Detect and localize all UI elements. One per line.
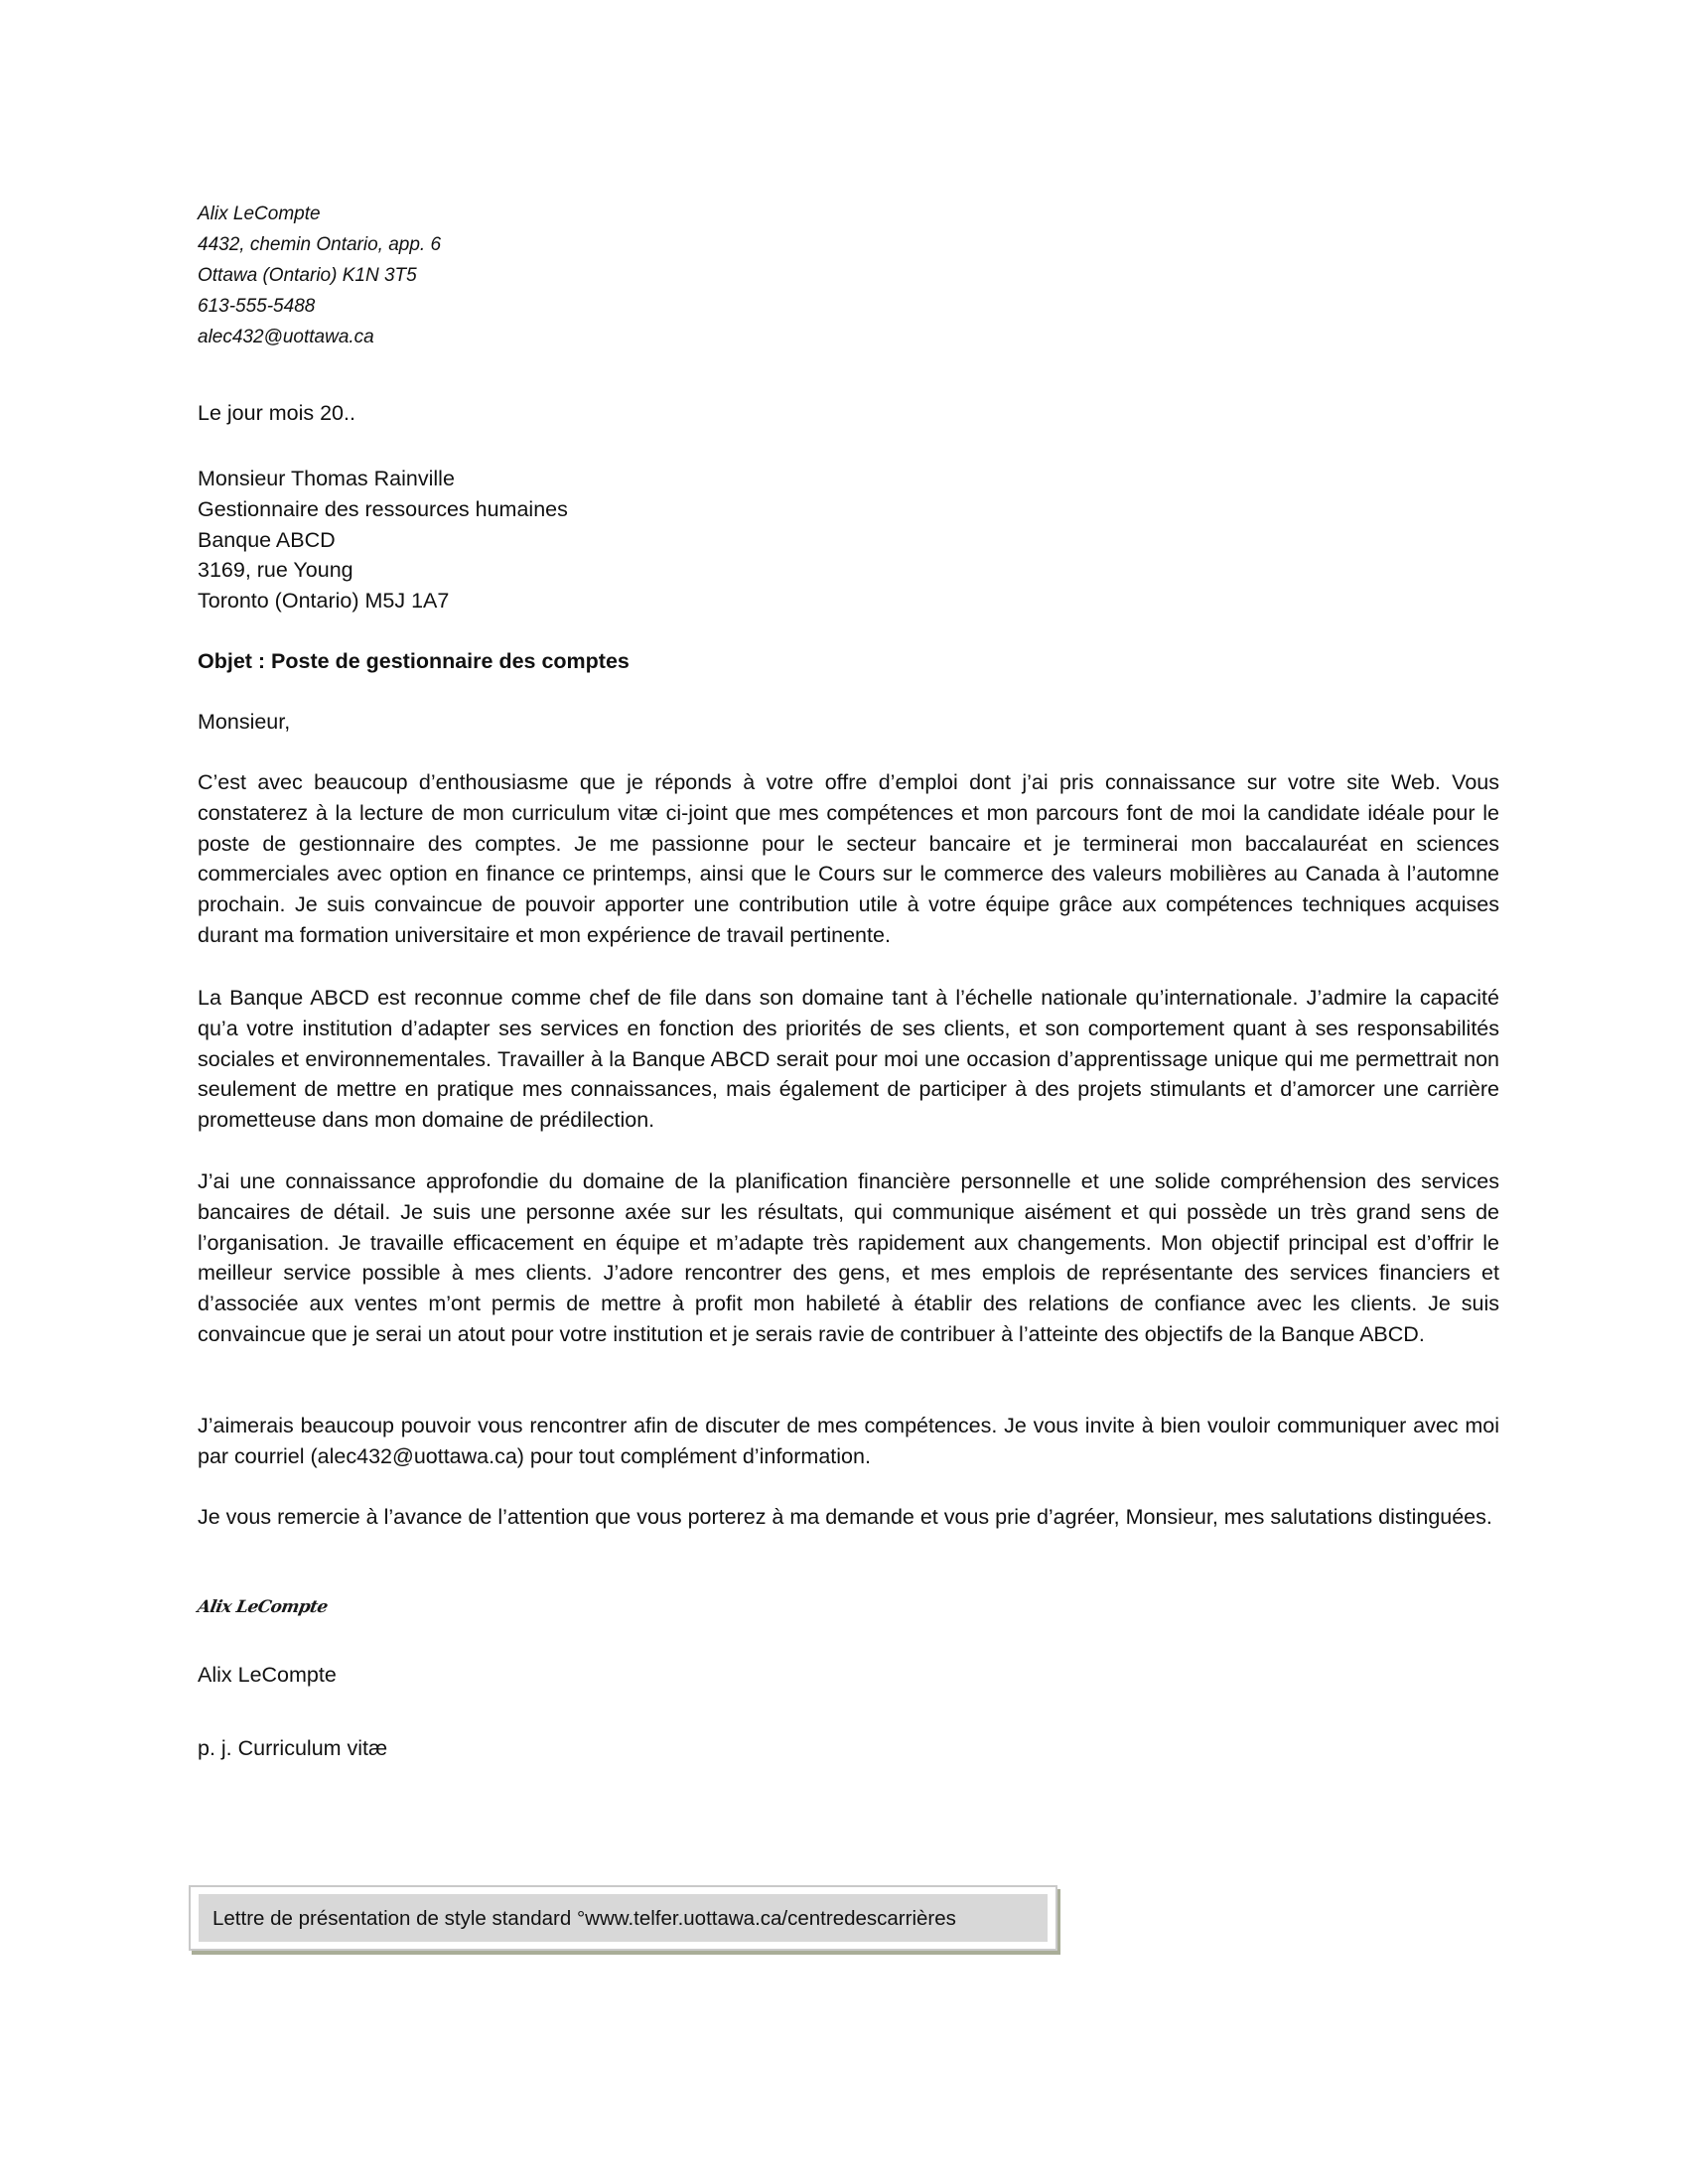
subject-line: Objet : Poste de gestionnaire des comptes bbox=[198, 649, 630, 673]
footer-caption-panel bbox=[199, 1894, 1048, 1942]
body-paragraph-5: Je vous remercie à l’avance de l’attention que vous porterez à ma demande et vous prie d’agréer, Monsieur, mes salutations distinguées. bbox=[198, 1505, 1492, 1529]
handwritten-signature: Alix LeCompte bbox=[196, 1597, 330, 1617]
sender-name: Alix LeCompte bbox=[198, 204, 321, 224]
salutation: Monsieur, bbox=[198, 710, 291, 734]
recipient-company: Banque ABCD bbox=[198, 527, 336, 552]
body-paragraph-1: C’est avec beaucoup d’enthousiasme que je réponds à votre offre d’emploi dont j’ai pris connaissance sur votre site Web. Vous constaterez à la lecture de mon curriculum vitæ ci-joint que mes compétences et mon parcours font de moi la candidate idéale pour le poste de gestionnaire des comptes. Je me passionne pour le secteur bancaire et je terminerai mon baccalauréat en sciences commerciales avec option en finance ce printemps, ainsi que le Cours sur le commerce des valeurs mobilières au Canada à l’automne prochain. Je suis convaincue de pouvoir apporter une contribution utile à votre équipe grâce aux compétences techniques acquises durant ma formation universitaire et mon expérience de travail pertinente. bbox=[198, 770, 1499, 947]
body-paragraph-3: J’ai une connaissance approfondie du domaine de la planification financière personnelle et une solide compréhension des services bancaires de détail. Je suis une personne axée sur les résultats, qui communique aisément et qui possède un très grand sens de l’organisation. Je travaille efficacement en équipe et m’adapte très rapidement aux changements. Mon objectif principal est d’offrir le meilleur service possible à mes clients. J’adore rencontrer des gens, et mes emplois de représentante des services financiers et d’associée aux ventes m’ont permis de mettre à profit mon habileté à établir des relations de confiance avec les clients. Je suis convaincue que je serai un atout pour votre institution et je serais ravie de contribuer à l’atteinte des objectifs de la Banque ABCD. bbox=[198, 1169, 1499, 1346]
sender-email: alec432@uottawa.ca bbox=[198, 327, 374, 347]
recipient-block bbox=[198, 464, 1499, 616]
footer-caption-text: Lettre de présentation de style standard °www.telfer.uottawa.ca/centredescarrières bbox=[212, 1907, 956, 1930]
letter-date: Le jour mois 20.. bbox=[198, 401, 355, 425]
footer-caption-box bbox=[189, 1885, 1057, 1951]
signed-name: Alix LeCompte bbox=[198, 1663, 337, 1687]
recipient-street: 3169, rue Young bbox=[198, 558, 353, 583]
sender-address-line1: 4432, chemin Ontario, app. 6 bbox=[198, 234, 442, 255]
recipient-name: Monsieur Thomas Rainville bbox=[198, 467, 455, 490]
enclosure-note: p. j. Curriculum vitæ bbox=[198, 1736, 388, 1760]
body-paragraph-4: J’aimerais beaucoup pouvoir vous rencontrer afin de discuter de mes compétences. Je vous invite à bien vouloir communiquer avec moi par courriel (alec432@uottawa.ca) pour tout complément d’information. bbox=[198, 1414, 1499, 1468]
body-paragraph-2: La Banque ABCD est reconnue comme chef de file dans son domaine tant à l’échelle nationale qu’internationale. J’admire la capacité qu’a votre institution d’adapter ses services en fonction des priorités de ses clients, et son comportement quant à ses responsabilités sociales et environnementales. Travailler à la Banque ABCD serait pour moi une occasion d’apprentissage unique qui me permettrait non seulement de mettre en pratique mes connaissances, mais également de participer à des projets stimulants et d’amorcer une carrière prometteuse dans mon domaine de prédilection. bbox=[198, 986, 1499, 1133]
sender-address-line2: Ottawa (Ontario) K1N 3T5 bbox=[198, 265, 417, 286]
sender-phone: 613-555-5488 bbox=[198, 296, 316, 317]
sender-block bbox=[198, 199, 441, 352]
recipient-title: Gestionnaire des ressources humaines bbox=[198, 496, 568, 521]
recipient-city: Toronto (Ontario) M5J 1A7 bbox=[198, 589, 450, 614]
